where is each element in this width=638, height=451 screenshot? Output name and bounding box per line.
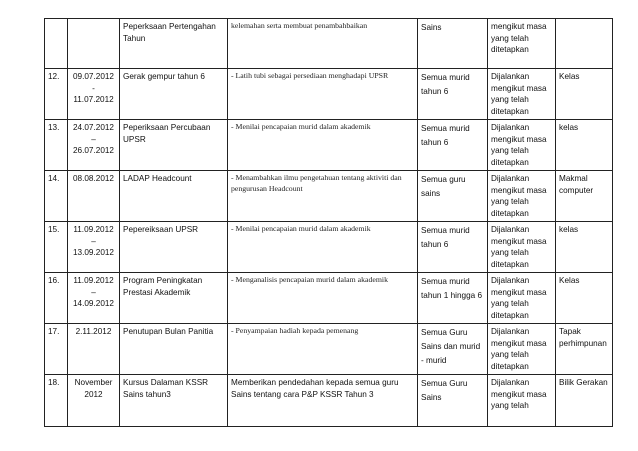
table-row bbox=[45, 171, 613, 222]
objective-cell bbox=[228, 375, 418, 427]
date-line: - bbox=[92, 83, 95, 93]
objective-cell bbox=[228, 120, 418, 171]
objective-cell bbox=[228, 19, 418, 69]
objective-text: - Menilai pencapaian murid dalam akademik bbox=[231, 122, 371, 131]
activity-table bbox=[44, 18, 613, 427]
place-cell: Tapak perhimpunan bbox=[556, 324, 613, 375]
table-row bbox=[45, 120, 613, 171]
program-cell: Program Peningkatan Prestasi Akademik bbox=[120, 273, 228, 324]
date-line: November 2012 bbox=[74, 378, 113, 399]
date-cell bbox=[68, 120, 120, 171]
target-cell: Semua murid tahun 6 bbox=[418, 69, 488, 120]
date-line: 14.09.2012 bbox=[73, 299, 114, 308]
status-cell: Dijalankan mengikut masa yang telah bbox=[488, 375, 556, 427]
date-cell bbox=[68, 222, 120, 273]
row-number: 15. bbox=[45, 222, 68, 273]
objective-cell bbox=[228, 171, 418, 222]
row-number: 18. bbox=[45, 375, 68, 427]
objective-cell bbox=[228, 273, 418, 324]
program-cell: Kursus Dalaman KSSR Sains tahun3 bbox=[120, 375, 228, 427]
objective-text: - Menilai pencapaian murid dalam akademik bbox=[231, 224, 371, 233]
date-line: 26.07.2012 bbox=[73, 146, 114, 155]
target-cell: Semua guru sains bbox=[418, 171, 488, 222]
program-cell: Pepereiksaan UPSR bbox=[120, 222, 228, 273]
target-cell: Sains bbox=[418, 19, 488, 69]
target-cell: Semua murid tahun 6 bbox=[418, 222, 488, 273]
objective-text: - Menambahkan ilmu pengetahuan tentang aktiviti dan pengurusan Headcount bbox=[231, 173, 402, 193]
date-line: – bbox=[91, 134, 96, 144]
table-row bbox=[45, 324, 613, 375]
target-cell: Semua Guru Sains dan murid - murid bbox=[418, 324, 488, 375]
date-cell bbox=[68, 171, 120, 222]
date-line: 24.07.2012 bbox=[73, 123, 114, 132]
row-number: 12. bbox=[45, 69, 68, 120]
program-cell: Penutupan Bulan Panitia bbox=[120, 324, 228, 375]
status-cell: Dijalankan mengikut masa yang telah ditetapkan bbox=[488, 69, 556, 120]
date-cell bbox=[68, 273, 120, 324]
place-cell: kelas bbox=[556, 222, 613, 273]
row-number bbox=[45, 19, 68, 69]
objective-text: Memberikan pendedahan kepada semua guru Sains tentang cara P&P KSSR Tahun 3 bbox=[231, 378, 399, 399]
table-row bbox=[45, 222, 613, 273]
date-line: 11.07.2012 bbox=[73, 95, 114, 104]
date-line: 11.09.2012 bbox=[73, 225, 114, 234]
date-cell bbox=[68, 19, 120, 69]
place-cell: kelas bbox=[556, 120, 613, 171]
place-cell: Kelas bbox=[556, 273, 613, 324]
target-cell: Semua Guru Sains bbox=[418, 375, 488, 427]
objective-cell bbox=[228, 69, 418, 120]
row-number: 13. bbox=[45, 120, 68, 171]
date-line: – bbox=[91, 287, 96, 297]
objective-text: kelemahan serta membuat penambahbaikan bbox=[231, 21, 368, 30]
objective-text: - Penyampaian hadiah kepada pemenang bbox=[231, 326, 358, 335]
date-line: 11.09.2012 bbox=[73, 276, 114, 285]
row-number: 17. bbox=[45, 324, 68, 375]
table-body bbox=[45, 19, 613, 427]
date-line: 09.07.2012 bbox=[73, 72, 114, 81]
target-cell: Semua murid tahun 6 bbox=[418, 120, 488, 171]
place-cell: Bilik Gerakan bbox=[556, 375, 613, 427]
date-cell bbox=[68, 375, 120, 427]
objective-text: - Latih tubi sebagai persediaan menghadapi UPSR bbox=[231, 71, 388, 80]
place-cell: Makmal computer bbox=[556, 171, 613, 222]
objective-cell bbox=[228, 324, 418, 375]
table-row bbox=[45, 19, 613, 69]
status-cell: Dijalankan mengikut masa yang telah ditetapkan bbox=[488, 120, 556, 171]
program-cell: Gerak gempur tahun 6 bbox=[120, 69, 228, 120]
date-line: 13.09.2012 bbox=[73, 248, 114, 257]
place-cell: Kelas bbox=[556, 69, 613, 120]
row-number: 16. bbox=[45, 273, 68, 324]
status-cell: Dijalankan mengikut masa yang telah ditetapkan bbox=[488, 273, 556, 324]
table-row bbox=[45, 375, 613, 427]
status-cell: Dijalankan mengikut masa yang telah ditetapkan bbox=[488, 324, 556, 375]
table-row bbox=[45, 69, 613, 120]
program-cell: LADAP Headcount bbox=[120, 171, 228, 222]
status-cell: Dijalankan mengikut masa yang telah ditetapkan bbox=[488, 171, 556, 222]
program-cell: Peperiksaan Percubaan UPSR bbox=[120, 120, 228, 171]
table-row bbox=[45, 273, 613, 324]
objective-cell bbox=[228, 222, 418, 273]
status-cell: Dijalankan mengikut masa yang telah ditetapkan bbox=[488, 222, 556, 273]
objective-text: - Menganalisis pencapaian murid dalam akademik bbox=[231, 275, 388, 284]
status-cell: mengikut masa yang telah ditetapkan bbox=[488, 19, 556, 69]
row-number: 14. bbox=[45, 171, 68, 222]
place-cell bbox=[556, 19, 613, 69]
date-line: 08.08.2012 bbox=[73, 174, 114, 183]
date-line: 2.11.2012 bbox=[75, 327, 112, 336]
program-cell: Peperksaan Pertengahan Tahun bbox=[120, 19, 228, 69]
date-line: – bbox=[91, 236, 96, 246]
date-cell bbox=[68, 69, 120, 120]
target-cell: Semua murid tahun 1 hingga 6 bbox=[418, 273, 488, 324]
date-cell bbox=[68, 324, 120, 375]
